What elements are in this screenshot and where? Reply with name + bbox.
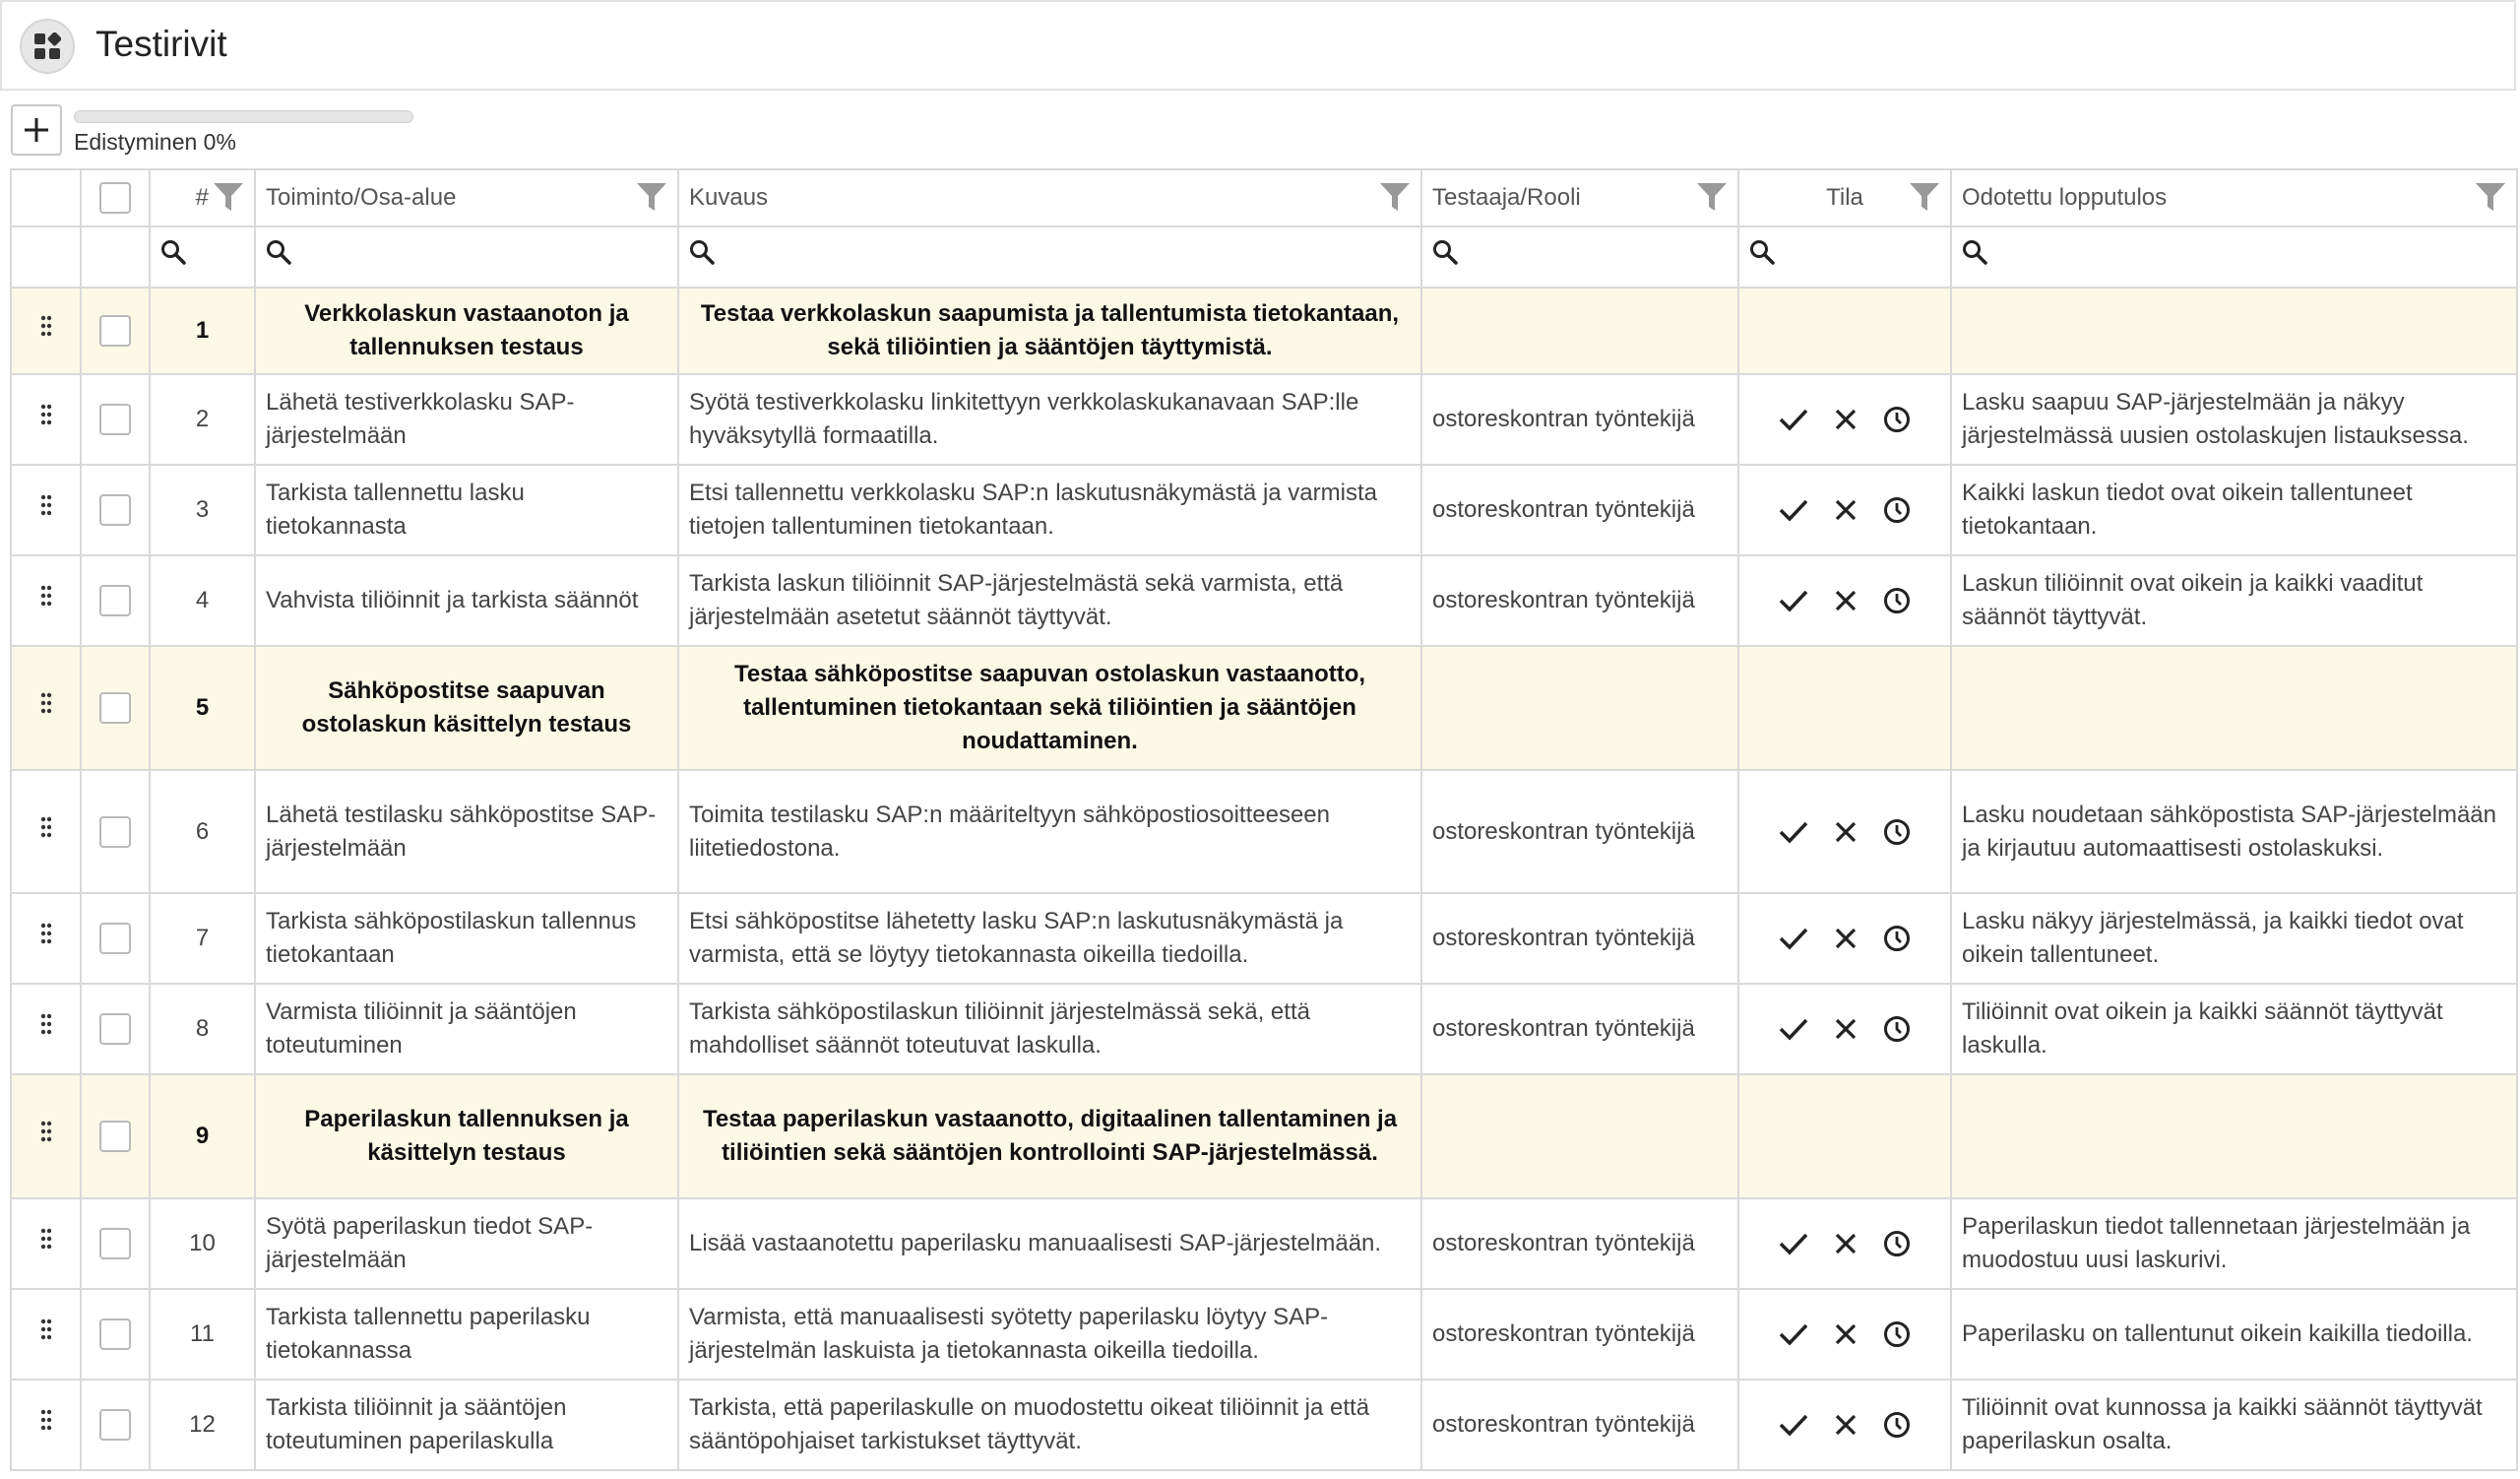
drag-handle-icon: [39, 493, 53, 517]
select-cell: [81, 374, 150, 465]
group-title[interactable]: Sähköpostitse saapuvan ostolaskun käsittelyn testaus: [255, 646, 678, 770]
close-icon[interactable]: [1834, 408, 1858, 431]
expected-cell[interactable]: Paperilasku on tallentunut oikein kaikilla tiedoilla.: [1951, 1289, 2517, 1380]
drag-handle[interactable]: [11, 1289, 81, 1380]
description-cell[interactable]: Toimita testilasku SAP:n määriteltyyn sähköpostiosoitteeseen liitetiedostona.: [678, 770, 1421, 893]
check-icon[interactable]: [1779, 820, 1808, 844]
column-header-tester[interactable]: [1421, 169, 1738, 226]
status-cell: [1738, 984, 1951, 1074]
clock-icon[interactable]: [1883, 1015, 1911, 1043]
function-cell[interactable]: Tarkista tallennettu paperilasku tietokannassa: [255, 1289, 678, 1380]
row-number: 11: [150, 1289, 255, 1380]
drag-handle-icon: [39, 691, 53, 715]
page-title: Testirivit: [95, 24, 227, 64]
search-icon: [160, 239, 186, 265]
test-rows-table: [10, 168, 2518, 1471]
row-checkbox[interactable]: [99, 404, 131, 435]
row-checkbox[interactable]: [99, 585, 131, 616]
select-cell: [81, 1074, 150, 1198]
select-cell: [81, 893, 150, 984]
status-cell: [1738, 893, 1951, 984]
row-checkbox[interactable]: [99, 923, 131, 954]
row-number: 7: [150, 893, 255, 984]
drag-handle[interactable]: [11, 893, 81, 984]
status-cell: [1738, 555, 1951, 646]
row-checkbox[interactable]: [99, 494, 131, 526]
clock-icon[interactable]: [1883, 818, 1911, 846]
tester-cell[interactable]: ostoreskontran työntekijä: [1421, 555, 1738, 646]
row-number: 6: [150, 770, 255, 893]
function-cell[interactable]: Varmista tiliöinnit ja sääntöjen toteutuminen: [255, 984, 678, 1074]
select-cell: [81, 288, 150, 374]
table-row[interactable]: [11, 984, 2517, 1074]
group-title[interactable]: Verkkolaskun vastaanoton ja tallennuksen testaus: [255, 288, 678, 374]
select-cell: [81, 646, 150, 770]
drag-handle-icon: [39, 1120, 53, 1143]
close-icon[interactable]: [1834, 820, 1858, 844]
row-checkbox[interactable]: [99, 1409, 131, 1441]
table-row[interactable]: [11, 1380, 2517, 1470]
check-icon[interactable]: [1779, 589, 1808, 612]
check-icon[interactable]: [1779, 498, 1808, 522]
row-number: 2: [150, 374, 255, 465]
drag-handle[interactable]: [11, 555, 81, 646]
table-row[interactable]: [11, 893, 2517, 984]
row-checkbox[interactable]: [99, 816, 131, 848]
progress-label: Edistyminen 0%: [74, 129, 236, 155]
group-row[interactable]: [11, 1074, 2517, 1198]
row-number: 1: [150, 288, 255, 374]
expected-cell: [1951, 646, 2517, 770]
drag-handle-icon: [39, 1227, 53, 1251]
status-cell: [1738, 374, 1951, 465]
row-number: 4: [150, 555, 255, 646]
check-icon[interactable]: [1779, 1017, 1808, 1041]
select-cell: [81, 465, 150, 555]
drag-handle-icon: [39, 584, 53, 608]
select-cell: [81, 770, 150, 893]
function-cell[interactable]: Vahvista tiliöinnit ja tarkista säännöt: [255, 555, 678, 646]
check-icon[interactable]: [1779, 1232, 1808, 1255]
close-icon[interactable]: [1834, 1232, 1858, 1255]
description-cell[interactable]: Tarkista, että paperilaskulle on muodostettu oikeat tiliöinnit ja että sääntöpohjaiset tarkistukset täyttyvät.: [678, 1380, 1421, 1470]
filter-row: [11, 226, 2517, 288]
column-label: Odotettu lopputulos: [1962, 184, 2168, 211]
row-number: 3: [150, 465, 255, 555]
tester-cell[interactable]: ostoreskontran työntekijä: [1421, 1198, 1738, 1289]
table-row[interactable]: [11, 555, 2517, 646]
function-cell[interactable]: Tarkista tiliöinnit ja sääntöjen toteutuminen paperilaskulla: [255, 1380, 678, 1470]
expected-cell: [1951, 288, 2517, 374]
check-icon[interactable]: [1779, 1322, 1808, 1346]
status-cell: [1738, 1380, 1951, 1470]
select-cell: [81, 1380, 150, 1470]
status-cell: [1738, 1289, 1951, 1380]
column-label: Toiminto/Osa-alue: [266, 184, 457, 211]
column-header-expected[interactable]: [1951, 169, 2517, 226]
table-row[interactable]: [11, 465, 2517, 555]
group-description[interactable]: Testaa paperilaskun vastaanotto, digitaalinen tallentaminen ja tiliöintien sekä sääntöjen kontrollointi SAP-järjestelmässä.: [678, 1074, 1421, 1198]
expected-cell[interactable]: Lasku saapuu SAP-järjestelmään ja näkyy järjestelmässä uusien ostolaskujen listauksessa.: [1951, 374, 2517, 465]
drag-handle[interactable]: [11, 646, 81, 770]
select-cell: [81, 1289, 150, 1380]
tester-cell: [1421, 288, 1738, 374]
drag-handle-icon: [39, 1408, 53, 1432]
row-checkbox[interactable]: [99, 1121, 131, 1152]
close-icon[interactable]: [1834, 498, 1858, 522]
tester-cell[interactable]: ostoreskontran työntekijä: [1421, 374, 1738, 465]
search-tester[interactable]: [1421, 226, 1738, 288]
filter-icon[interactable]: [1379, 182, 1411, 219]
close-icon[interactable]: [1834, 927, 1858, 950]
header-row: [11, 169, 2517, 226]
clock-icon[interactable]: [1883, 406, 1911, 433]
drag-handle-icon: [39, 403, 53, 426]
clock-icon[interactable]: [1883, 1230, 1911, 1257]
drag-handle[interactable]: [11, 288, 81, 374]
tester-cell[interactable]: ostoreskontran työntekijä: [1421, 770, 1738, 893]
drag-handle-icon: [39, 1012, 53, 1036]
header-select-cell: [81, 169, 150, 226]
column-header-number[interactable]: [150, 169, 255, 226]
group-row[interactable]: [11, 288, 2517, 374]
row-checkbox[interactable]: [99, 315, 131, 347]
close-icon[interactable]: [1834, 1413, 1858, 1437]
clock-icon[interactable]: [1883, 925, 1911, 952]
status-cell: [1738, 1198, 1951, 1289]
column-label: Testaaja/Rooli: [1432, 184, 1581, 211]
search-icon: [1962, 239, 1987, 265]
select-all-checkbox[interactable]: [99, 182, 131, 214]
search-icon: [689, 239, 715, 265]
group-description[interactable]: Testaa verkkolaskun saapumista ja tallentumista tietokantaan, sekä tiliöintien ja sääntöjen täyttymistä.: [678, 288, 1421, 374]
function-cell[interactable]: Lähetä testiverkkolasku SAP-järjestelmään: [255, 374, 678, 465]
clock-icon[interactable]: [1883, 1320, 1911, 1348]
group-description[interactable]: Testaa sähköpostitse saapuvan ostolaskun vastaanotto, tallentuminen tietokantaan sekä tiliöintien ja sääntöjen noudattaminen.: [678, 646, 1421, 770]
close-icon[interactable]: [1834, 589, 1858, 612]
row-checkbox[interactable]: [99, 1228, 131, 1259]
status-cell: [1738, 465, 1951, 555]
filter-icon[interactable]: [2475, 182, 2506, 219]
tester-cell[interactable]: ostoreskontran työntekijä: [1421, 465, 1738, 555]
plus-icon: [24, 117, 49, 143]
expected-cell: [1951, 1074, 2517, 1198]
drag-handle-icon: [39, 922, 53, 945]
row-number: 8: [150, 984, 255, 1074]
function-cell[interactable]: Tarkista sähköpostilaskun tallennus tietokantaan: [255, 893, 678, 984]
row-checkbox[interactable]: [99, 1318, 131, 1350]
page-header: [0, 0, 2516, 91]
expected-cell[interactable]: Paperilaskun tiedot tallennetaan järjestelmään ja muodostuu uusi laskurivi.: [1951, 1198, 2517, 1289]
clock-icon[interactable]: [1883, 496, 1911, 524]
description-cell[interactable]: Lisää vastaanotettu paperilasku manuaalisesti SAP-järjestelmään.: [678, 1198, 1421, 1289]
description-cell[interactable]: Tarkista sähköpostilaskun tiliöinnit järjestelmässä sekä, että mahdolliset säännöt toteutuvat laskulla.: [678, 984, 1421, 1074]
search-icon: [266, 239, 291, 265]
row-number: 10: [150, 1198, 255, 1289]
expected-cell[interactable]: Tiliöinnit ovat oikein ja kaikki säännöt täyttyvät laskulla.: [1951, 984, 2517, 1074]
function-cell[interactable]: Syötä paperilaskun tiedot SAP-järjestelmään: [255, 1198, 678, 1289]
drag-handle[interactable]: [11, 770, 81, 893]
check-icon[interactable]: [1779, 1413, 1808, 1437]
expected-cell[interactable]: Lasku noudetaan sähköpostista SAP-järjestelmään ja kirjautuu automaattisesti ostolaskuksi.: [1951, 770, 2517, 893]
search-function[interactable]: [255, 226, 678, 288]
status-cell: [1738, 770, 1951, 893]
tester-cell: [1421, 646, 1738, 770]
expected-cell[interactable]: Laskun tiliöinnit ovat oikein ja kaikki vaaditut säännöt täyttyvät.: [1951, 555, 2517, 646]
add-row-button[interactable]: [11, 104, 62, 156]
column-header-description[interactable]: [678, 169, 1421, 226]
row-number: 5: [150, 646, 255, 770]
description-cell[interactable]: Etsi sähköpostitse lähetetty lasku SAP:n laskutusnäkymästä ja varmista, että se löytyy tietokannasta oikeilla tiedoilla.: [678, 893, 1421, 984]
expected-cell[interactable]: Tiliöinnit ovat kunnossa ja kaikki säännöt täyttyvät paperilaskun osalta.: [1951, 1380, 2517, 1470]
search-number[interactable]: [150, 226, 255, 288]
drag-handle[interactable]: [11, 465, 81, 555]
table-row[interactable]: [11, 1198, 2517, 1289]
tester-cell[interactable]: ostoreskontran työntekijä: [1421, 1289, 1738, 1380]
tester-cell[interactable]: ostoreskontran työntekijä: [1421, 984, 1738, 1074]
filter-cell: [11, 226, 81, 288]
drag-handle[interactable]: [11, 984, 81, 1074]
status-cell: [1738, 646, 1951, 770]
column-label: Tila: [1826, 184, 1863, 211]
column-label: Kuvaus: [689, 184, 769, 211]
table-row[interactable]: [11, 374, 2517, 465]
dashboard-icon[interactable]: [20, 19, 75, 74]
expected-cell[interactable]: Kaikki laskun tiedot ovat oikein tallentuneet tietokantaan.: [1951, 465, 2517, 555]
function-cell[interactable]: Lähetä testilasku sähköpostitse SAP-järjestelmään: [255, 770, 678, 893]
table-row[interactable]: [11, 770, 2517, 893]
drag-handle[interactable]: [11, 1074, 81, 1198]
filter-icon[interactable]: [1909, 182, 1940, 219]
table-row[interactable]: [11, 1289, 2517, 1380]
drag-handle[interactable]: [11, 1380, 81, 1470]
row-checkbox[interactable]: [99, 692, 131, 724]
tester-cell[interactable]: ostoreskontran työntekijä: [1421, 1380, 1738, 1470]
expected-cell[interactable]: Lasku näkyy järjestelmässä, ja kaikki tiedot ovat oikein tallentuneet.: [1951, 893, 2517, 984]
row-number: 9: [150, 1074, 255, 1198]
search-icon: [1749, 239, 1775, 265]
clock-icon[interactable]: [1883, 587, 1911, 614]
filter-icon[interactable]: [213, 182, 244, 219]
group-row[interactable]: [11, 646, 2517, 770]
row-number: 12: [150, 1380, 255, 1470]
tester-cell: [1421, 1074, 1738, 1198]
drag-handle[interactable]: [11, 374, 81, 465]
header-drag-cell: [11, 169, 81, 226]
filter-icon[interactable]: [636, 182, 667, 219]
close-icon[interactable]: [1834, 1322, 1858, 1346]
select-cell: [81, 1198, 150, 1289]
tester-cell[interactable]: ostoreskontran työntekijä: [1421, 893, 1738, 984]
drag-handle[interactable]: [11, 1198, 81, 1289]
description-cell[interactable]: Syötä testiverkkolasku linkitettyyn verkkolaskukanavaan SAP:lle hyväksytyllä formaatilla.: [678, 374, 1421, 465]
search-description[interactable]: [678, 226, 1421, 288]
search-status[interactable]: [1738, 226, 1951, 288]
drag-handle-icon: [39, 314, 53, 338]
column-header-status[interactable]: [1738, 169, 1951, 226]
search-icon: [1432, 239, 1458, 265]
close-icon[interactable]: [1834, 1017, 1858, 1041]
column-header-function[interactable]: [255, 169, 678, 226]
function-cell[interactable]: Tarkista tallennettu lasku tietokannasta: [255, 465, 678, 555]
filter-icon[interactable]: [1696, 182, 1728, 219]
check-icon[interactable]: [1779, 927, 1808, 950]
clock-icon[interactable]: [1883, 1411, 1911, 1439]
row-checkbox[interactable]: [99, 1013, 131, 1045]
status-cell: [1738, 288, 1951, 374]
search-expected[interactable]: [1951, 226, 2517, 288]
description-cell[interactable]: Etsi tallennettu verkkolasku SAP:n laskutusnäkymästä ja varmista tietojen tallentuminen tietokantaan.: [678, 465, 1421, 555]
drag-handle-icon: [39, 815, 53, 839]
drag-handle-icon: [39, 1318, 53, 1341]
filter-cell: [81, 226, 150, 288]
group-title[interactable]: Paperilaskun tallennuksen ja käsittelyn testaus: [255, 1074, 678, 1198]
status-cell: [1738, 1074, 1951, 1198]
description-cell[interactable]: Tarkista laskun tiliöinnit SAP-järjestelmästä sekä varmista, että järjestelmään asetetut säännöt täyttyvät.: [678, 555, 1421, 646]
description-cell[interactable]: Varmista, että manuaalisesti syötetty paperilasku löytyy SAP-järjestelmän laskuista ja tietokannasta oikeilla tiedoilla.: [678, 1289, 1421, 1380]
column-label: #: [195, 184, 209, 211]
check-icon[interactable]: [1779, 408, 1808, 431]
select-cell: [81, 984, 150, 1074]
progress-bar: [74, 110, 413, 123]
select-cell: [81, 555, 150, 646]
